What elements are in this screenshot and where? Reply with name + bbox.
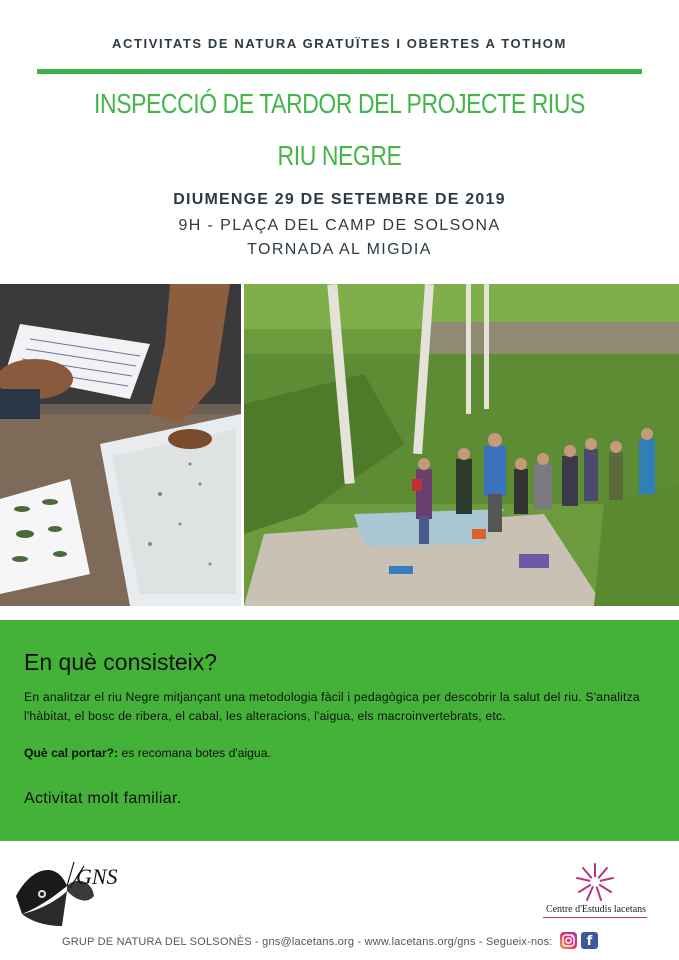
event-subtitle: RIU NEGRE (277, 140, 402, 171)
what-to-bring-text: es recomana botes d'aigua. (118, 746, 271, 760)
event-meeting-point: 9H - PLAÇA DEL CAMP DE SOLSONA (178, 217, 501, 234)
footer-contact-line: GRUP DE NATURA DEL SOLSONÈS - gns@lacetans.org - www.lacetans.org/gns - Segueix-nos: (62, 936, 553, 948)
sunburst-icon (543, 860, 647, 904)
photo-sampling-tray (0, 284, 241, 606)
cel-logo-underline (543, 917, 647, 918)
photo-group-riverside (244, 284, 679, 606)
facebook-icon[interactable]: f (581, 932, 598, 949)
what-to-bring-label: Què cal portar?: (24, 746, 119, 760)
event-date: DIUMENGE 29 DE SETEMBRE DE 2019 (173, 191, 506, 208)
cel-logo-text: Centre d'Estudis lacetans (545, 904, 647, 915)
event-title: INSPECCIÓ DE TARDOR DEL PROJECTE RIUS (94, 88, 585, 119)
header-tagline: ACTIVITATS DE NATURA GRATUÏTES I OBERTES A TOTHOM (112, 36, 567, 51)
green-divider (37, 69, 642, 74)
info-heading: En què consisteix? (24, 649, 218, 675)
gns-logo-text: GNS (76, 864, 118, 889)
event-return-time: TORNADA AL MIGDIA (247, 241, 432, 258)
info-what-to-bring (24, 746, 271, 760)
gns-logo (12, 856, 116, 936)
instagram-icon[interactable] (560, 932, 577, 949)
info-family-note: Activitat molt familiar. (24, 790, 182, 807)
info-description: En analitzar el riu Negre mitjançant una metodologia fàcil i pedagògica per descobrir la salut del riu. S'analitza l'hàbitat, el bosc de ribera, el cabal, les alteracions, l'aigua, els macroinvertebrats, etc. (24, 690, 640, 723)
